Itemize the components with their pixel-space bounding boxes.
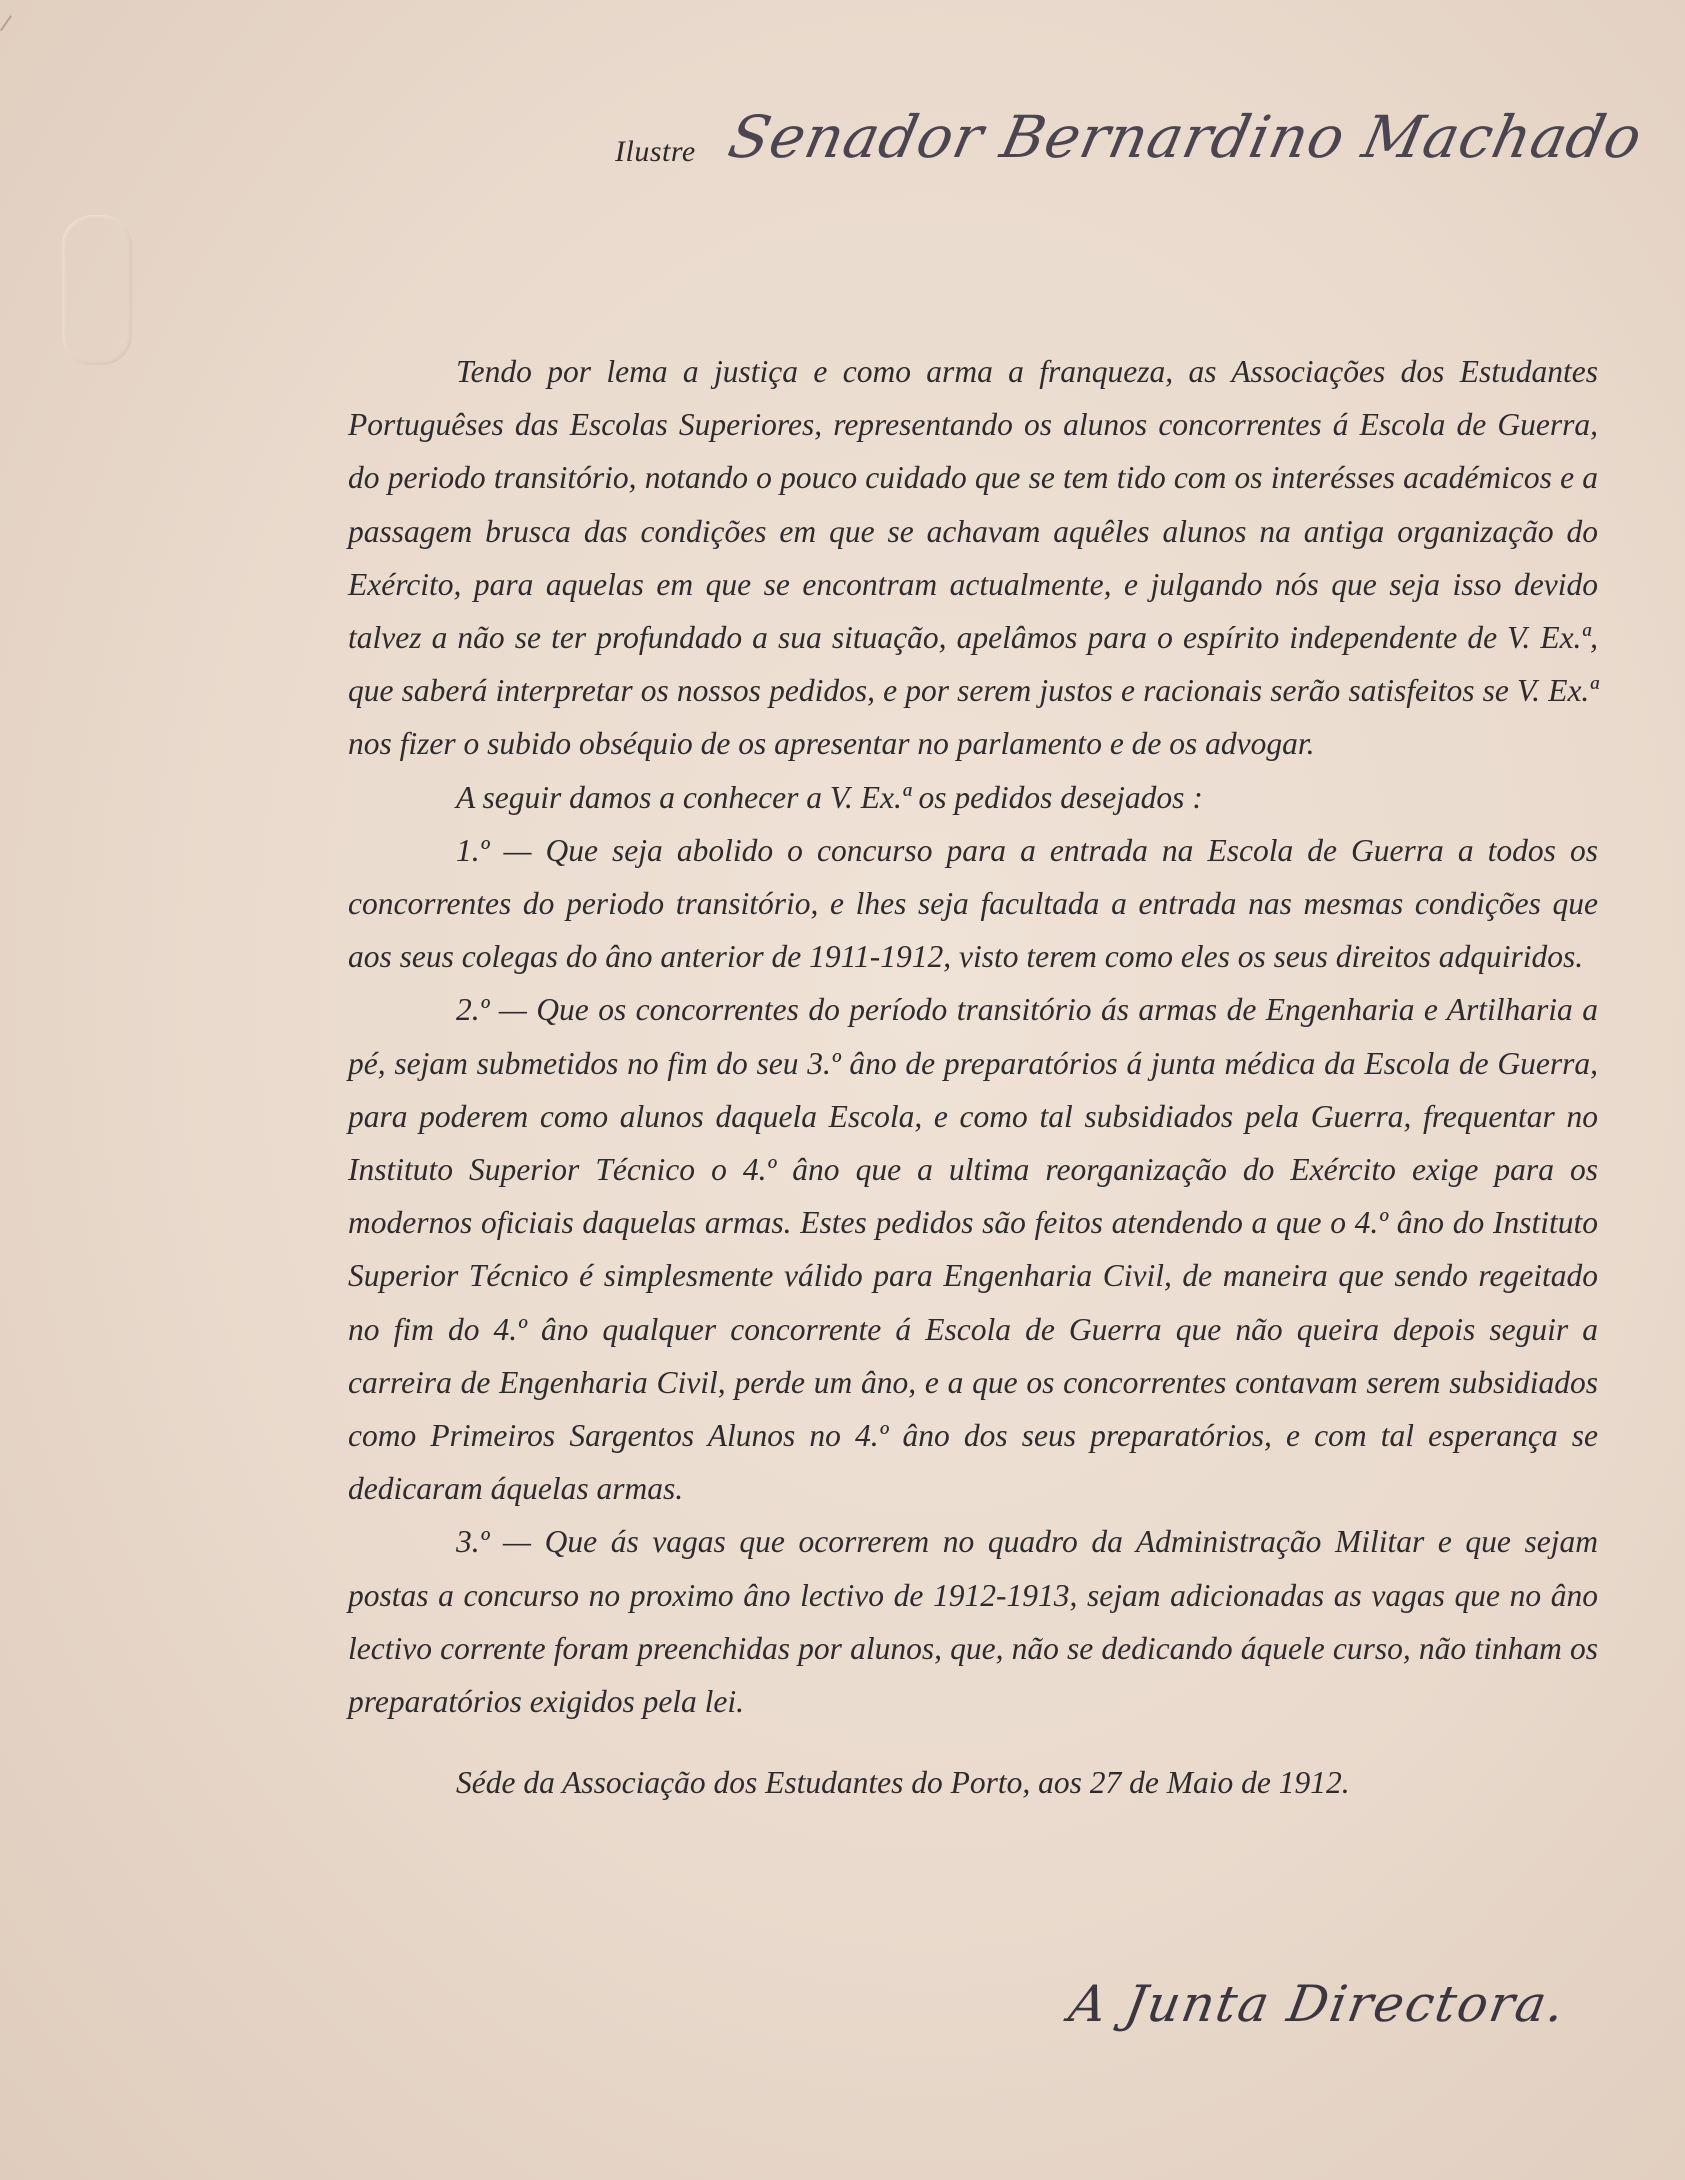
salutation-prefix: Ilustre xyxy=(615,135,696,168)
embossed-seal xyxy=(62,215,132,365)
signature: A Junta Directora. xyxy=(1064,1975,1571,2033)
paragraph-request-1: 1.º — Que seja abolido o concurso para a entrada na Escola de Guerra a todos os concorrentes do periodo transitório, e lhes seja facultada a entrada nas mesmas condições que aos seus colegas do âno anterior de 1911-1912, visto terem como eles os seus direitos adquiridos. xyxy=(348,832,1598,975)
date-line: Séde da Associação dos Estudantes do Porto, aos 27 de Maio de 1912. xyxy=(456,1765,1350,1801)
letter-body xyxy=(348,345,1598,1809)
paragraph-request-3: 3.º — Que ás vagas que ocorrerem no quadro da Administração Militar e que sejam postas a concurso no proximo âno lectivo de 1912-1913, sejam adicionadas as vagas que no âno lectivo corrente foram preenchidas por alunos, que, não se dedicando áquele curso, não tinham os preparatórios exigidos pela lei. xyxy=(348,1524,1598,1720)
paper-mark xyxy=(0,15,12,31)
salutation xyxy=(610,95,1649,215)
paragraph-request-2: 2.º — Que os concorrentes do período transitório ás armas de Engenharia e Artilharia a pé, sejam submetidos no fim do seu 3.º âno de preparatórios á junta médica da Escola de Guerra, para poderem como alunos daquela Escola, e como tal subsidiados pela Guerra, frequentar no Instituto Superior Técnico o 4.º âno que a ultima reorganização do Exército exige para os modernos oficiais daquelas armas. Estes pedidos são feitos atendendo a que o 4.º âno do Instituto Superior Técnico é simplesmente válido para Engenharia Civil, de maneira que sendo regeitado no fim do 4.º âno qualquer concorrente á Escola de Guerra que não queira depois seguir a carreira de Engenharia Civil, perde um âno, e a que os concorrentes contavam serem subsidiados como Primeiros Sargentos Alunos no 4.º âno dos seus preparatórios, e com tal esperança se dedicaram áquelas armas. xyxy=(348,992,1598,1507)
paragraph-intro: Tendo por lema a justiça e como arma a franqueza, as Associações dos Estudantes Portuguêses das Escolas Superiores, representando os alunos concorrentes á Escola de Guerra, do periodo transitório, notando o pouco cuidado que se tem tido com os interésses académicos e a passagem brusca das condições em que se achavam aquêles alunos na antiga organização do Exército, para aquelas em que se encontram actualmente, e julgando nós que seja isso devido talvez a não se ter profundado a sua situação, apelâmos para o espírito independente de V. Ex.ª, que saberá interpretar os nossos pedidos, e por serem justos e racionais serão satisfeitos se V. Ex.ª nos fizer o subido obséquio de os apresentar no parlamento e de os advogar. xyxy=(348,354,1598,762)
recipient-handwritten-name: Senador Bernardino Machado xyxy=(722,103,1649,171)
paragraph-requests-lead: A seguir damos a conhecer a V. Ex.ª os pedidos desejados : xyxy=(456,779,1203,815)
